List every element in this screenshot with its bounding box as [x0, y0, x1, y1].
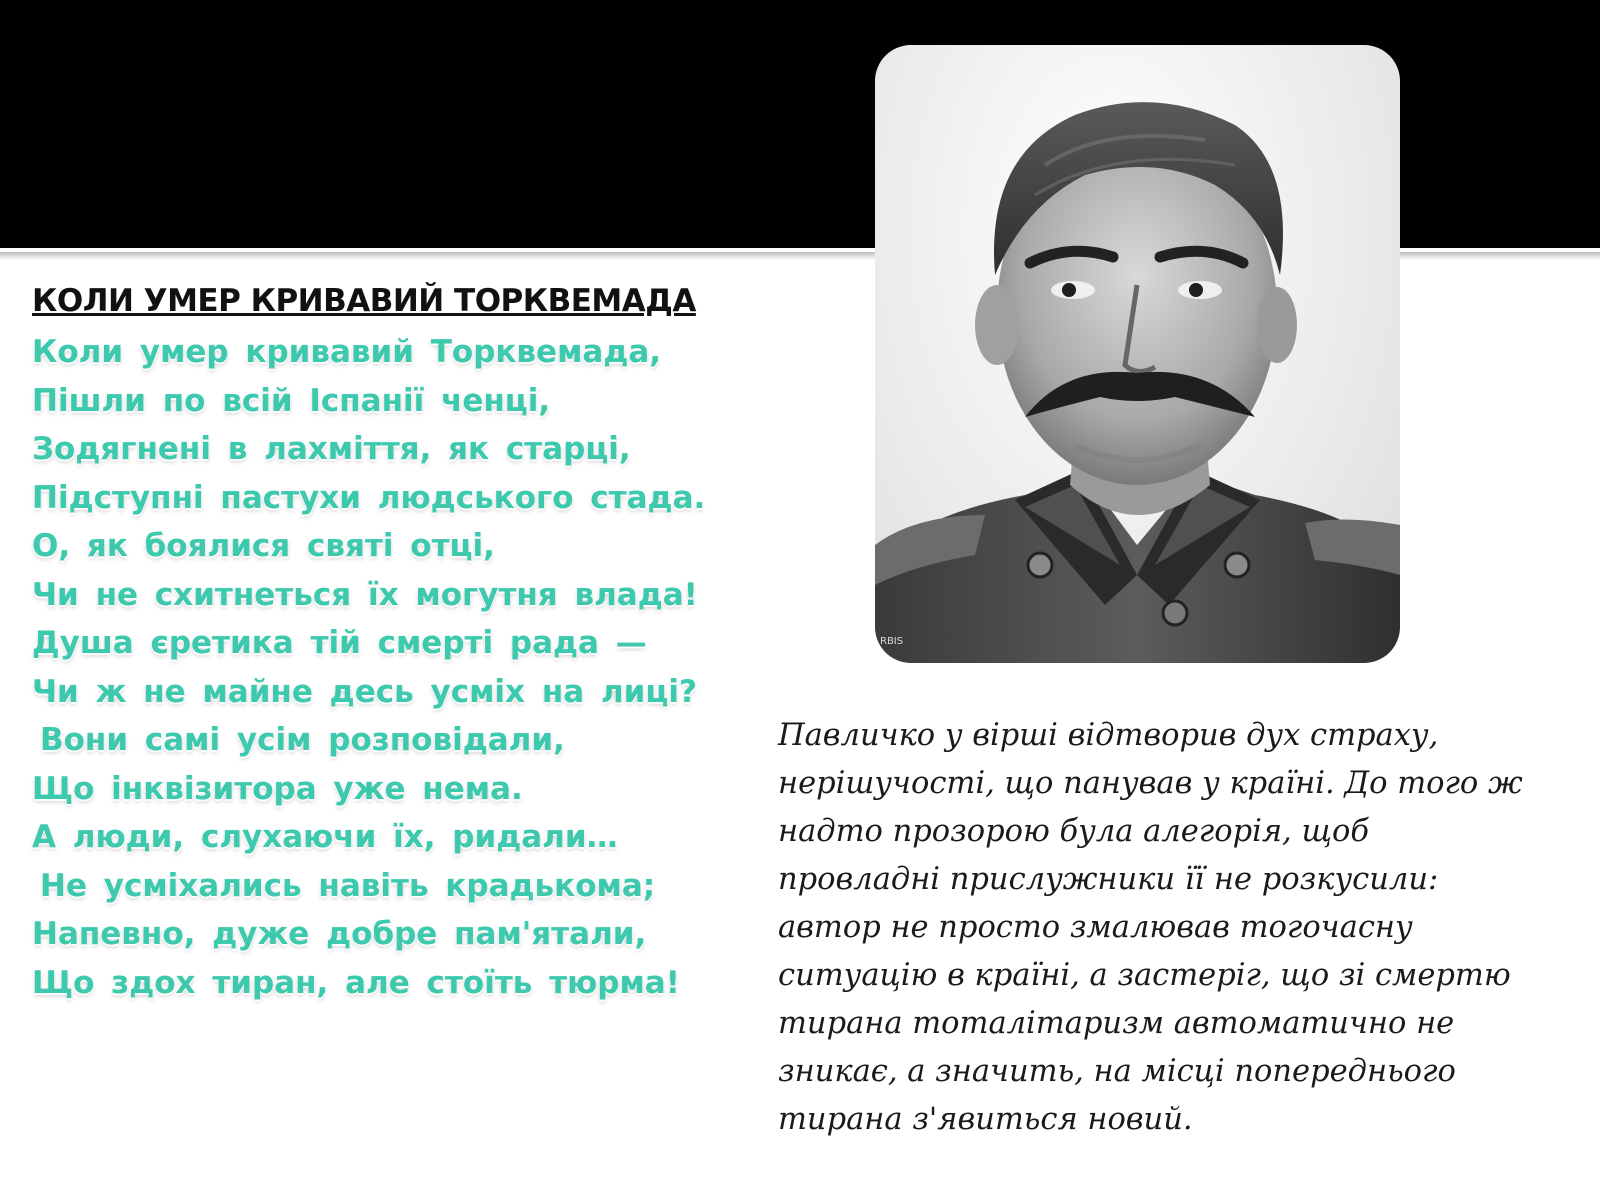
analysis-line: зникає, а значить, на місці попереднього — [778, 1054, 1456, 1089]
analysis-line: провладні прислужники її не розкусили: — [778, 862, 1439, 897]
analysis-line: Павличко у вірші відтворив дух страху, — [778, 718, 1439, 753]
analysis-line: тирана тоталітаризм автоматично не — [778, 1006, 1455, 1041]
poem-line: Підступні пастухи людського стада. — [32, 479, 706, 516]
analysis-line: автор не просто змалював тогочасну — [778, 910, 1413, 945]
poem-line: Зодягнені в лахміття, як старці, — [32, 431, 631, 467]
poem-line: Коли умер кривавий Торквемада, — [32, 334, 662, 370]
poem-line: А люди, слухаючи їх, ридали… — [32, 819, 618, 855]
poem-line: О, як боялися святі отці, — [32, 528, 495, 564]
poem-line: Чи не схитнеться їх могутня влада! — [32, 576, 698, 613]
portrait-photo — [875, 45, 1400, 663]
analysis-line: ситуацію в країні, а застеріг, що зі смертю — [778, 958, 1511, 993]
poem-title: КОЛИ УМЕР КРИВАВИЙ ТОРКВЕМАДА — [32, 283, 696, 319]
analysis-line: нерішучості, що панував у країні. До того ж — [778, 766, 1523, 801]
analysis-line: тирана з'явиться новий. — [778, 1102, 1193, 1137]
poem-line: Напевно, дуже добре пам'ятали, — [32, 916, 647, 952]
poem-block — [32, 278, 822, 1007]
photo-watermark: RBIS — [880, 636, 904, 647]
portrait-illustration — [875, 45, 1400, 663]
poem-line: Що здох тиран, але стоїть тюрма! — [32, 964, 680, 1001]
poem-line: Душа єретика тій смерті рада — — [32, 625, 647, 661]
poem-line: Чи ж не майне десь усміх на лиці? — [32, 673, 697, 710]
poem-lines — [32, 328, 822, 1007]
poem-line: Що інквізитора уже нема. — [32, 770, 523, 807]
analysis-text — [778, 712, 1578, 1144]
analysis-line: надто прозорою була алегорія, щоб — [778, 814, 1369, 849]
poem-line: Пішли по всій Іспанії ченці, — [32, 382, 551, 419]
poem-line: Вони самі усім розповідали, — [40, 722, 565, 758]
poem-line: Не усміхались навіть крадькома; — [40, 867, 656, 904]
